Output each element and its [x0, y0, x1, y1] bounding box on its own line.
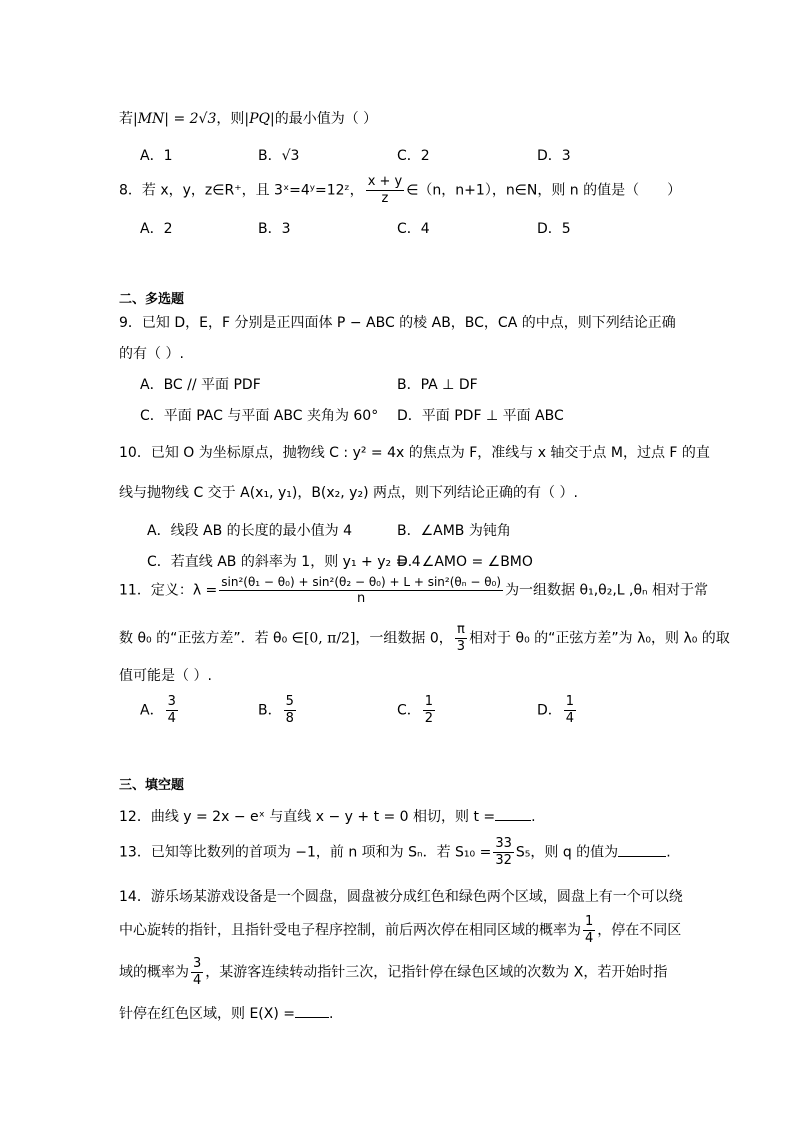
- q11-stem-line3: 值可能是（ ）.: [119, 668, 212, 684]
- q9-option-c[interactable]: C．平面 PAC 与平面 ABC 夹角为 60°: [140, 408, 379, 424]
- q8-fraction-num: x + y: [367, 174, 403, 189]
- q14-stem-line1: 14．游乐场某游戏设备是一个圆盘，圆盘被分成红色和绿色两个区域，圆盘上有一个可以绕: [119, 889, 683, 905]
- section-multiple-choice-heading: 二、多选题: [119, 292, 185, 307]
- q11-option-c[interactable]: [397, 694, 437, 727]
- q9-stem-line2: 的有（ ）.: [119, 346, 184, 362]
- q10-stem-line1: 10．已知 O 为坐标原点，抛物线 C : y² = 4x 的焦点为 F，准线与 x 轴交于点 M，过点 F 的直: [119, 445, 710, 461]
- q14-prob-diff-fraction: [191, 956, 203, 989]
- q14-line2-pre: 中心旋转的指针，且指针受电子程序控制，前后两次停在相同区域的概率为: [119, 922, 581, 939]
- q7-option-d[interactable]: D．3: [537, 148, 571, 164]
- q8-stem: [119, 174, 681, 207]
- q13-answer-blank[interactable]: [618, 856, 666, 857]
- q7-condition-line: [119, 108, 377, 128]
- q11-option-c-num: 1: [424, 694, 434, 709]
- q11-pre: 11．定义：λ =: [119, 582, 218, 599]
- q11-fraction-num: sin²(θ₁ − θ₀) + sin²(θ₂ − θ₀) + L + sin²(θₙ − θ₀): [221, 575, 502, 589]
- q9-option-b[interactable]: B．PA ⊥ DF: [397, 377, 478, 393]
- q9-option-d[interactable]: D．平面 PDF ⊥ 平面 ABC: [397, 408, 564, 424]
- q14-line3-post: ，某游客连续转动指针三次，记指针停在绿色区域的次数为 X，若开始时指: [205, 964, 668, 981]
- q8-option-d[interactable]: D．5: [537, 221, 571, 237]
- q7-option-a[interactable]: A．1: [140, 148, 173, 164]
- q11-option-a-label: A．: [140, 702, 164, 719]
- q8-fraction-den: z: [366, 190, 405, 207]
- q7-pre: 若: [119, 111, 133, 127]
- q12-pre: 12．曲线 y = 2x − eˣ 与直线 x − y + t = 0 相切，则 t =: [119, 809, 496, 825]
- q11-option-a-den: 4: [167, 711, 176, 726]
- q13-pre: 13．已知等比数列的首项为 −1，前 n 项和为 Sₙ．若 S₁₀ =: [119, 844, 492, 861]
- q12-post: .: [531, 809, 536, 825]
- section-fill-in-heading: 三、填空题: [119, 778, 185, 793]
- q10-stem-line2: 线与抛物线 C 交于 A(x₁, y₁)，B(x₂, y₂) 两点，则下列结论正确的有（ ）.: [119, 485, 578, 501]
- q14-line4-post: .: [329, 1006, 334, 1022]
- q11-option-a-num: 3: [167, 694, 176, 709]
- q13-stem: [119, 836, 671, 869]
- q11-line2-pre: 数 θ₀ 的“正弦方差”．若 θ₀ ∈: [119, 630, 304, 647]
- q14-p2-den: 4: [193, 973, 202, 988]
- q11-option-d-fraction: [564, 694, 576, 727]
- q7-target: |PQ|: [244, 111, 275, 127]
- q11-option-b-num: 5: [285, 694, 294, 709]
- q11-option-b-den: 8: [285, 711, 294, 726]
- q14-p1-den: 4: [585, 931, 594, 946]
- q14-stem-line3: [119, 956, 667, 989]
- q11-option-d-label: D．: [537, 702, 562, 719]
- q7-option-b[interactable]: B．√3: [258, 148, 300, 164]
- q12-answer-blank[interactable]: [495, 820, 531, 821]
- q13-fraction: [493, 836, 514, 869]
- q8-post: ∈（n，n+1），n∈N，则 n 的值是（ ）: [406, 182, 682, 199]
- q11-pi-den: 3: [456, 639, 466, 654]
- q12-stem: [119, 806, 536, 826]
- q11-option-a-fraction: [166, 694, 178, 727]
- q11-option-c-label: C．: [397, 702, 421, 719]
- q11-line2-post: 相对于 θ₀ 的“正弦方差”为 λ₀，则 λ₀ 的取: [469, 630, 730, 647]
- q9-stem-line1: 9．已知 D，E，F 分别是正四面体 P − ABC 的棱 AB，BC，CA 的中点，则下列结论正确: [119, 315, 676, 331]
- q13-mid: S₅，则 q 的值为: [515, 844, 619, 861]
- q11-pi-num: π: [457, 622, 465, 637]
- q11-post: 为一组数据 θ₁,θ₂,L ,θₙ 相对于常: [505, 582, 709, 599]
- q7-condition: |MN| = 2√3: [133, 111, 217, 127]
- q10-option-c[interactable]: C．若直线 AB 的斜率为 1，则 y₁ + y₂ = 4: [147, 554, 421, 570]
- q11-fraction-den: n: [219, 590, 503, 607]
- q8-fraction: [366, 174, 405, 207]
- q7-option-c[interactable]: C．2: [397, 148, 430, 164]
- q14-line4-pre: 针停在红色区域，则 E(X) =: [119, 1006, 295, 1022]
- q11-option-d-num: 1: [565, 694, 575, 709]
- q13-post: .: [666, 844, 671, 861]
- q11-stem-line1: [119, 574, 708, 607]
- q8-option-a[interactable]: A．2: [140, 221, 173, 237]
- q10-option-d[interactable]: D．∠AMO = ∠BMO: [397, 554, 533, 570]
- q11-interval: [0, π/2]: [303, 630, 356, 647]
- q14-answer-blank[interactable]: [295, 1017, 329, 1018]
- q9-option-a[interactable]: A．BC // 平面 PDF: [140, 377, 261, 393]
- q10-option-b[interactable]: B．∠AMB 为钝角: [397, 523, 511, 539]
- q7-post: 的最小值为（ ）: [274, 111, 378, 127]
- q8-pre: 8．若 x，y，z∈R⁺，且 3ˣ=4ʸ=12ᶻ，: [119, 182, 364, 199]
- q7-mid: ，则: [216, 111, 245, 127]
- q11-option-b-label: B．: [258, 702, 282, 719]
- q11-stem-line2: [119, 622, 730, 655]
- q13-fraction-den: 32: [495, 853, 512, 868]
- q8-option-c[interactable]: C．4: [397, 221, 430, 237]
- q11-option-c-fraction: [423, 694, 435, 727]
- q14-p2-num: 3: [193, 956, 202, 971]
- q11-option-c-den: 2: [424, 711, 434, 726]
- q11-pi-over-3: [455, 622, 467, 655]
- q14-prob-same-fraction: [583, 914, 595, 947]
- q11-definition-fraction: [219, 574, 503, 607]
- q14-line3-pre: 域的概率为: [119, 964, 189, 981]
- q11-option-b[interactable]: [258, 694, 298, 727]
- q13-fraction-num: 33: [495, 836, 512, 851]
- q11-option-d-den: 4: [565, 711, 575, 726]
- q11-option-d[interactable]: [537, 694, 578, 727]
- q8-option-b[interactable]: B．3: [258, 221, 291, 237]
- q14-stem-line2: [119, 914, 681, 947]
- q11-option-a[interactable]: [140, 694, 180, 727]
- q10-option-a[interactable]: A．线段 AB 的长度的最小值为 4: [147, 523, 353, 539]
- q14-stem-line4: [119, 1003, 333, 1023]
- q14-p1-num: 1: [585, 914, 594, 929]
- q11-option-b-fraction: [284, 694, 296, 727]
- q14-line2-post: ，停在不同区: [597, 922, 682, 939]
- q11-line2-mid: ，一组数据 0，: [355, 630, 453, 647]
